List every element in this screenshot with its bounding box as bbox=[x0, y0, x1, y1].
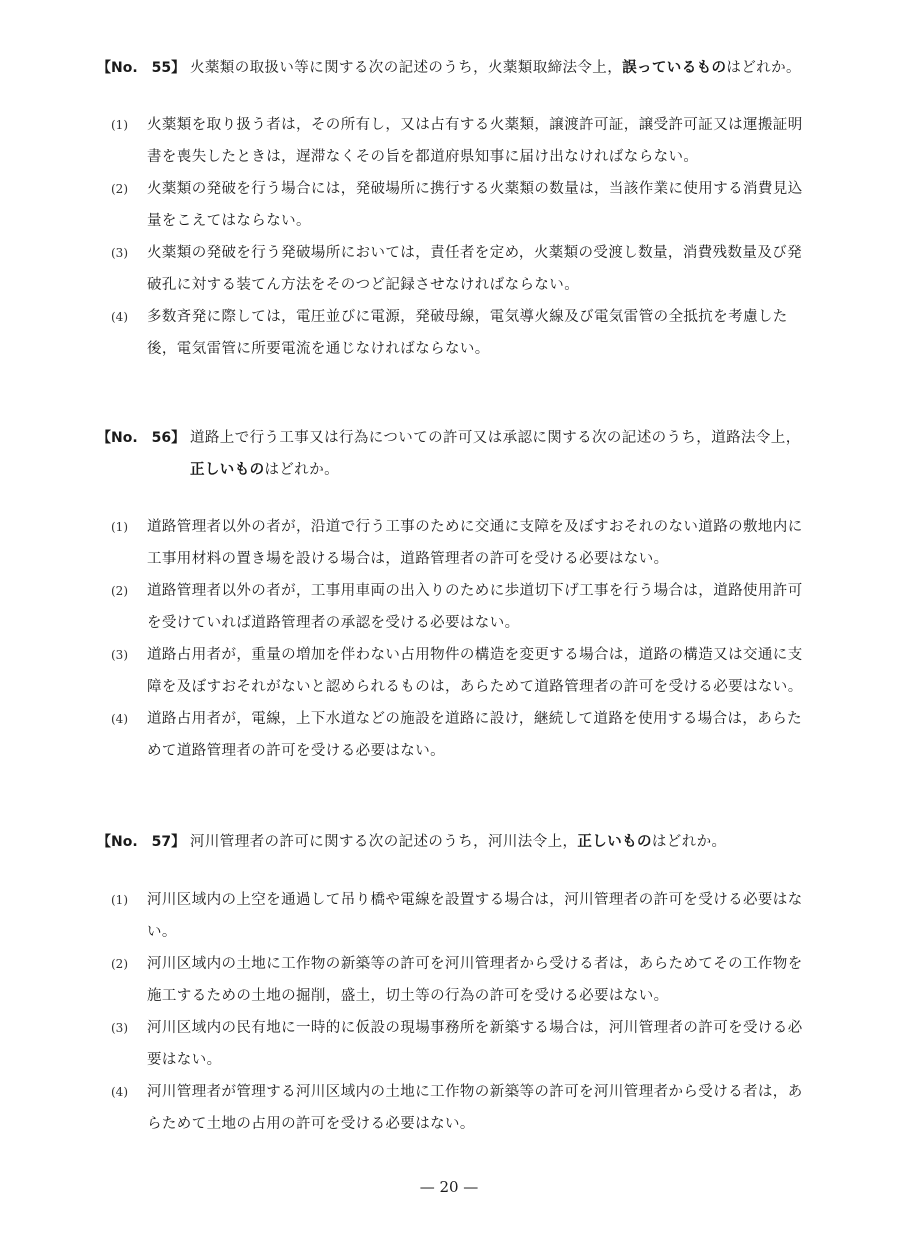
choice-label: (1) bbox=[111, 893, 128, 907]
choice-item bbox=[111, 575, 807, 639]
stem-text: 河川管理者の許可に関する次の記述のうち，河川法令上， bbox=[190, 834, 578, 850]
choice-item bbox=[111, 237, 807, 301]
choice-text: 道路占用者が，重量の増加を伴わない占用物件の構造を変更する場合は，道路の構造又は交通に支障を及ぼすおそれがないと認められるものは，あらためて道路管理者の許可を受ける必要はない。 bbox=[147, 647, 803, 695]
choice-item bbox=[111, 1076, 807, 1140]
choice-list bbox=[97, 511, 807, 767]
choice-list bbox=[97, 109, 807, 365]
stem-text: 火薬類の取扱い等に関する次の記述のうち，火薬類取締法令上， bbox=[190, 60, 623, 76]
choice-item bbox=[111, 948, 807, 1012]
stem-emphasis: 誤っているもの bbox=[622, 60, 727, 76]
question-number: 【No. 55】 bbox=[97, 60, 186, 76]
stem-text-end: はどれか。 bbox=[726, 60, 801, 76]
choice-label: (2) bbox=[111, 957, 128, 971]
choice-text: 火薬類を取り扱う者は，その所有し，又は占有する火薬類，譲渡許可証，譲受許可証又は運搬証明書を喪失したときは，遅滞なくその旨を都道府県知事に届け出なければならない。 bbox=[147, 117, 803, 165]
choice-text: 道路管理者以外の者が，沿道で行う工事のために交通に支障を及ぼすおそれのない道路の敷地内に工事用材料の置き場を設ける場合は，道路管理者の許可を受ける必要はない。 bbox=[147, 519, 803, 567]
choice-text: 道路管理者以外の者が，工事用車両の出入りのために歩道切下げ工事を行う場合は，道路使用許可を受けていれば道路管理者の承認を受ける必要はない。 bbox=[147, 583, 803, 631]
choice-label: (3) bbox=[111, 246, 128, 260]
question-header bbox=[97, 826, 807, 858]
choice-label: (1) bbox=[111, 118, 128, 132]
question-56 bbox=[97, 422, 807, 767]
choice-label: (1) bbox=[111, 520, 128, 534]
question-stem bbox=[190, 52, 807, 84]
stem-emphasis: 正しいもの bbox=[190, 462, 265, 478]
question-stem bbox=[190, 422, 807, 486]
question-number: 【No. 56】 bbox=[97, 430, 186, 446]
choice-item bbox=[111, 1012, 807, 1076]
question-header bbox=[97, 52, 807, 84]
choice-item bbox=[111, 511, 807, 575]
choice-label: (4) bbox=[111, 310, 128, 324]
question-header bbox=[97, 422, 807, 486]
choice-item bbox=[111, 301, 807, 365]
stem-emphasis: 正しいもの bbox=[577, 834, 652, 850]
question-stem bbox=[190, 826, 807, 858]
choice-text: 河川区域内の土地に工作物の新築等の許可を河川管理者から受ける者は，あらためてその工作物を施工するための土地の掘削，盛土，切土等の行為の許可を受ける必要はない。 bbox=[147, 956, 803, 1004]
choice-label: (4) bbox=[111, 1085, 128, 1099]
choice-text: 河川区域内の民有地に一時的に仮設の現場事務所を新築する場合は，河川管理者の許可を受ける必要はない。 bbox=[147, 1020, 803, 1068]
choice-label: (3) bbox=[111, 648, 128, 662]
choice-item bbox=[111, 884, 807, 948]
question-55 bbox=[97, 52, 807, 365]
stem-text: 道路上で行う工事又は行為についての許可又は承認に関する次の記述のうち，道路法令上， bbox=[190, 430, 801, 446]
question-number: 【No. 57】 bbox=[97, 834, 186, 850]
choice-text: 多数斉発に際しては，電圧並びに電源，発破母線，電気導火線及び電気雷管の全抵抗を考慮した後，電気雷管に所要電流を通じなければならない。 bbox=[147, 309, 788, 357]
choice-label: (2) bbox=[111, 584, 128, 598]
choice-label: (3) bbox=[111, 1021, 128, 1035]
choice-text: 火薬類の発破を行う場合には，発破場所に携行する火薬類の数量は，当該作業に使用する消費見込量をこえてはならない。 bbox=[147, 181, 803, 229]
stem-text-end: はどれか。 bbox=[264, 462, 339, 478]
question-57 bbox=[97, 826, 807, 1140]
stem-text-end: はどれか。 bbox=[651, 834, 727, 850]
choice-text: 道路占用者が，電線，上下水道などの施設を道路に設け，継続して道路を使用する場合は，あらためて道路管理者の許可を受ける必要はない。 bbox=[147, 711, 803, 759]
choice-text: 火薬類の発破を行う発破場所においては，責任者を定め，火薬類の受渡し数量，消費残数量及び発破孔に対する装てん方法をそのつど記録させなければならない。 bbox=[147, 245, 803, 293]
choice-item bbox=[111, 173, 807, 237]
page-number: — 20 — bbox=[419, 1178, 479, 1196]
choice-text: 河川区域内の上空を通過して吊り橋や電線を設置する場合は，河川管理者の許可を受ける必要はない。 bbox=[147, 892, 803, 940]
choice-label: (4) bbox=[111, 712, 128, 726]
choice-item bbox=[111, 109, 807, 173]
choice-text: 河川管理者が管理する河川区域内の土地に工作物の新築等の許可を河川管理者から受ける者は，あらためて土地の占用の許可を受ける必要はない。 bbox=[147, 1084, 803, 1132]
choice-list bbox=[97, 884, 807, 1140]
choice-label: (2) bbox=[111, 182, 128, 196]
choice-item bbox=[111, 639, 807, 703]
choice-item bbox=[111, 703, 807, 767]
